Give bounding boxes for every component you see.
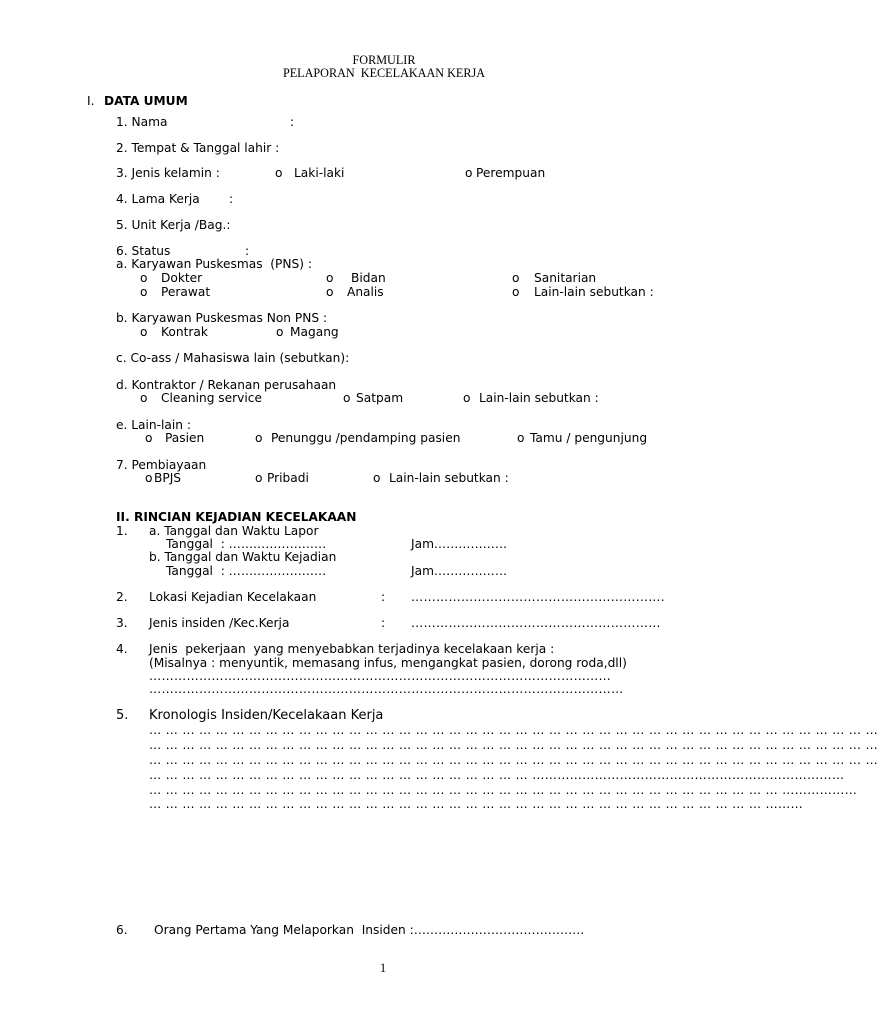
item-number: 5.: [116, 708, 129, 723]
option-penunggu: Penunggu /pendamping pasien: [271, 431, 461, 445]
kronologis-line[interactable]: … … … … … … … … … … … … … … … … … … … … … … … … … … … … … … … … … … … … … … … … … … … …: [149, 723, 878, 737]
pelapor-field[interactable]: Orang Pertama Yang Melaporkan Insiden :……………………………………: [154, 923, 585, 937]
option-analis: Analis: [347, 285, 384, 299]
pns-label: a. Karyawan Puskesmas (PNS) :: [116, 257, 312, 271]
radio-bullet[interactable]: o: [517, 431, 525, 445]
radio-bullet[interactable]: o: [275, 166, 283, 180]
jenis-kelamin-label: 3. Jenis kelamin :: [116, 166, 220, 180]
tanggal-lapor-field[interactable]: Tanggal : ……………………: [166, 537, 327, 551]
radio-bullet[interactable]: o: [373, 471, 381, 485]
radio-bullet[interactable]: o: [255, 431, 263, 445]
section-1-numeral: I.: [87, 94, 95, 108]
option-kontrak: Kontrak: [161, 325, 208, 339]
lokasi-colon: :: [381, 590, 386, 604]
status-label: 6. Status: [116, 244, 171, 258]
option-sanitarian: Sanitarian: [534, 271, 597, 285]
tanggal-lapor-label: a. Tanggal dan Waktu Lapor: [149, 524, 319, 538]
kronologis-line[interactable]: … … … … … … … … … … … … … … … … … … … … … … … … … … … … … … … … … … … … … … … … … … … …: [149, 738, 878, 752]
co-ass-label: c. Co-ass / Mahasiswa lain (sebutkan):: [116, 351, 350, 365]
item-number: 2.: [116, 590, 128, 604]
radio-bullet[interactable]: o: [276, 325, 284, 339]
jenis-pekerjaan-label: Jenis pekerjaan yang menyebabkan terjadinya kecelakaan kerja :: [149, 642, 555, 656]
radio-bullet[interactable]: o: [145, 471, 153, 485]
option-pribadi: Pribadi: [267, 471, 309, 485]
radio-bullet[interactable]: o: [145, 431, 153, 445]
radio-bullet[interactable]: o: [512, 285, 520, 299]
option-perawat: Perawat: [161, 285, 211, 299]
ttl-label: 2. Tempat & Tanggal lahir :: [116, 141, 280, 155]
radio-bullet[interactable]: o: [326, 285, 334, 299]
nama-colon: :: [290, 115, 295, 129]
option-dokter: Dokter: [161, 271, 203, 285]
radio-bullet[interactable]: o: [326, 271, 334, 285]
nama-label: 1. Nama: [116, 115, 168, 129]
jenis-insiden-colon: :: [381, 616, 386, 630]
tanggal-kejadian-field[interactable]: Tanggal : ……………………: [166, 564, 327, 578]
page-number: 1: [380, 961, 387, 975]
lokasi-label: Lokasi Kejadian Kecelakaan: [149, 590, 317, 604]
radio-bullet[interactable]: o: [140, 391, 148, 405]
radio-bullet[interactable]: o: [140, 285, 148, 299]
radio-bullet[interactable]: o: [140, 325, 148, 339]
jenis-pekerjaan-example: (Misalnya : menyuntik, memasang infus, mengangkat pasien, dorong roda,dll): [149, 656, 627, 670]
form-title: FORMULIR: [352, 53, 416, 67]
option-laki-laki: Laki-laki: [294, 166, 345, 180]
jenis-insiden-label: Jenis insiden /Kec.Kerja: [149, 616, 290, 630]
option-lain-lain: Lain-lain sebutkan :: [479, 391, 599, 405]
kronologis-label: Kronologis Insiden/Kecelakaan Kerja: [149, 708, 384, 723]
item-number: 3.: [116, 616, 128, 630]
radio-bullet[interactable]: o: [140, 271, 148, 285]
option-cleaning-service: Cleaning service: [161, 391, 262, 405]
tanggal-kejadian-label: b. Tanggal dan Waktu Kejadian: [149, 550, 337, 564]
section-1-title: DATA UMUM: [104, 94, 188, 108]
jenis-insiden-field[interactable]: ……………………………………………………: [411, 616, 661, 630]
status-colon: :: [245, 244, 250, 258]
item-number: 4.: [116, 642, 128, 656]
option-pasien: Pasien: [165, 431, 205, 445]
lama-kerja-colon: :: [229, 192, 234, 206]
option-bpjs: BPJS: [154, 471, 182, 485]
radio-bullet[interactable]: o: [463, 391, 471, 405]
option-bidan: Bidan: [351, 271, 386, 285]
item-number: 1.: [116, 524, 128, 538]
lain-lain-label: e. Lain-lain :: [116, 418, 191, 432]
kronologis-line[interactable]: … … … … … … … … … … … … … … … … … … … … … … … … … … … … … … … … … … … … … … ………………: [149, 783, 858, 797]
radio-bullet[interactable]: o: [343, 391, 351, 405]
kronologis-line[interactable]: … … … … … … … … … … … … … … … … … … … … … … … … … … … … … … … … … … … … … ………: [149, 797, 803, 811]
option-satpam: Satpam: [356, 391, 404, 405]
option-lain-lain: Lain-lain sebutkan :: [389, 471, 509, 485]
option-perempuan: Perempuan: [476, 166, 546, 180]
unit-kerja-label: 5. Unit Kerja /Bag.:: [116, 218, 231, 232]
kronologis-line[interactable]: … … … … … … … … … … … … … … … … … … … … … … … …………………………………………………………………: [149, 768, 845, 782]
non-pns-label: b. Karyawan Puskesmas Non PNS :: [116, 311, 328, 325]
jenis-pekerjaan-line[interactable]: …………………………………………………………………………………………………: [149, 669, 612, 683]
jam-lapor-field[interactable]: Jam………………: [411, 537, 508, 551]
jenis-pekerjaan-line[interactable]: ……………………………………………………………………………………………………: [149, 682, 624, 696]
option-lain-lain: Lain-lain sebutkan :: [534, 285, 654, 299]
pembiayaan-label: 7. Pembiayaan: [116, 458, 207, 472]
jam-kejadian-field[interactable]: Jam………………: [411, 564, 508, 578]
kontraktor-label: d. Kontraktor / Rekanan perusahaan: [116, 378, 337, 392]
lokasi-field[interactable]: …………………………………………………….: [411, 590, 665, 604]
kronologis-line[interactable]: … … … … … … … … … … … … … … … … … … … … … … … … … … … … … … … … … … … … … … … … … … … …: [149, 753, 878, 767]
lama-kerja-label: 4. Lama Kerja: [116, 192, 200, 206]
item-number: 6.: [116, 923, 128, 937]
option-tamu: Tamu / pengunjung: [530, 431, 648, 445]
radio-bullet[interactable]: o: [255, 471, 263, 485]
radio-bullet[interactable]: o: [465, 166, 473, 180]
form-subtitle: PELAPORAN KECELAKAAN KERJA: [282, 66, 486, 80]
section-2-title: II. RINCIAN KEJADIAN KECELAKAAN: [116, 510, 357, 524]
option-magang: Magang: [290, 325, 339, 339]
radio-bullet[interactable]: o: [512, 271, 520, 285]
